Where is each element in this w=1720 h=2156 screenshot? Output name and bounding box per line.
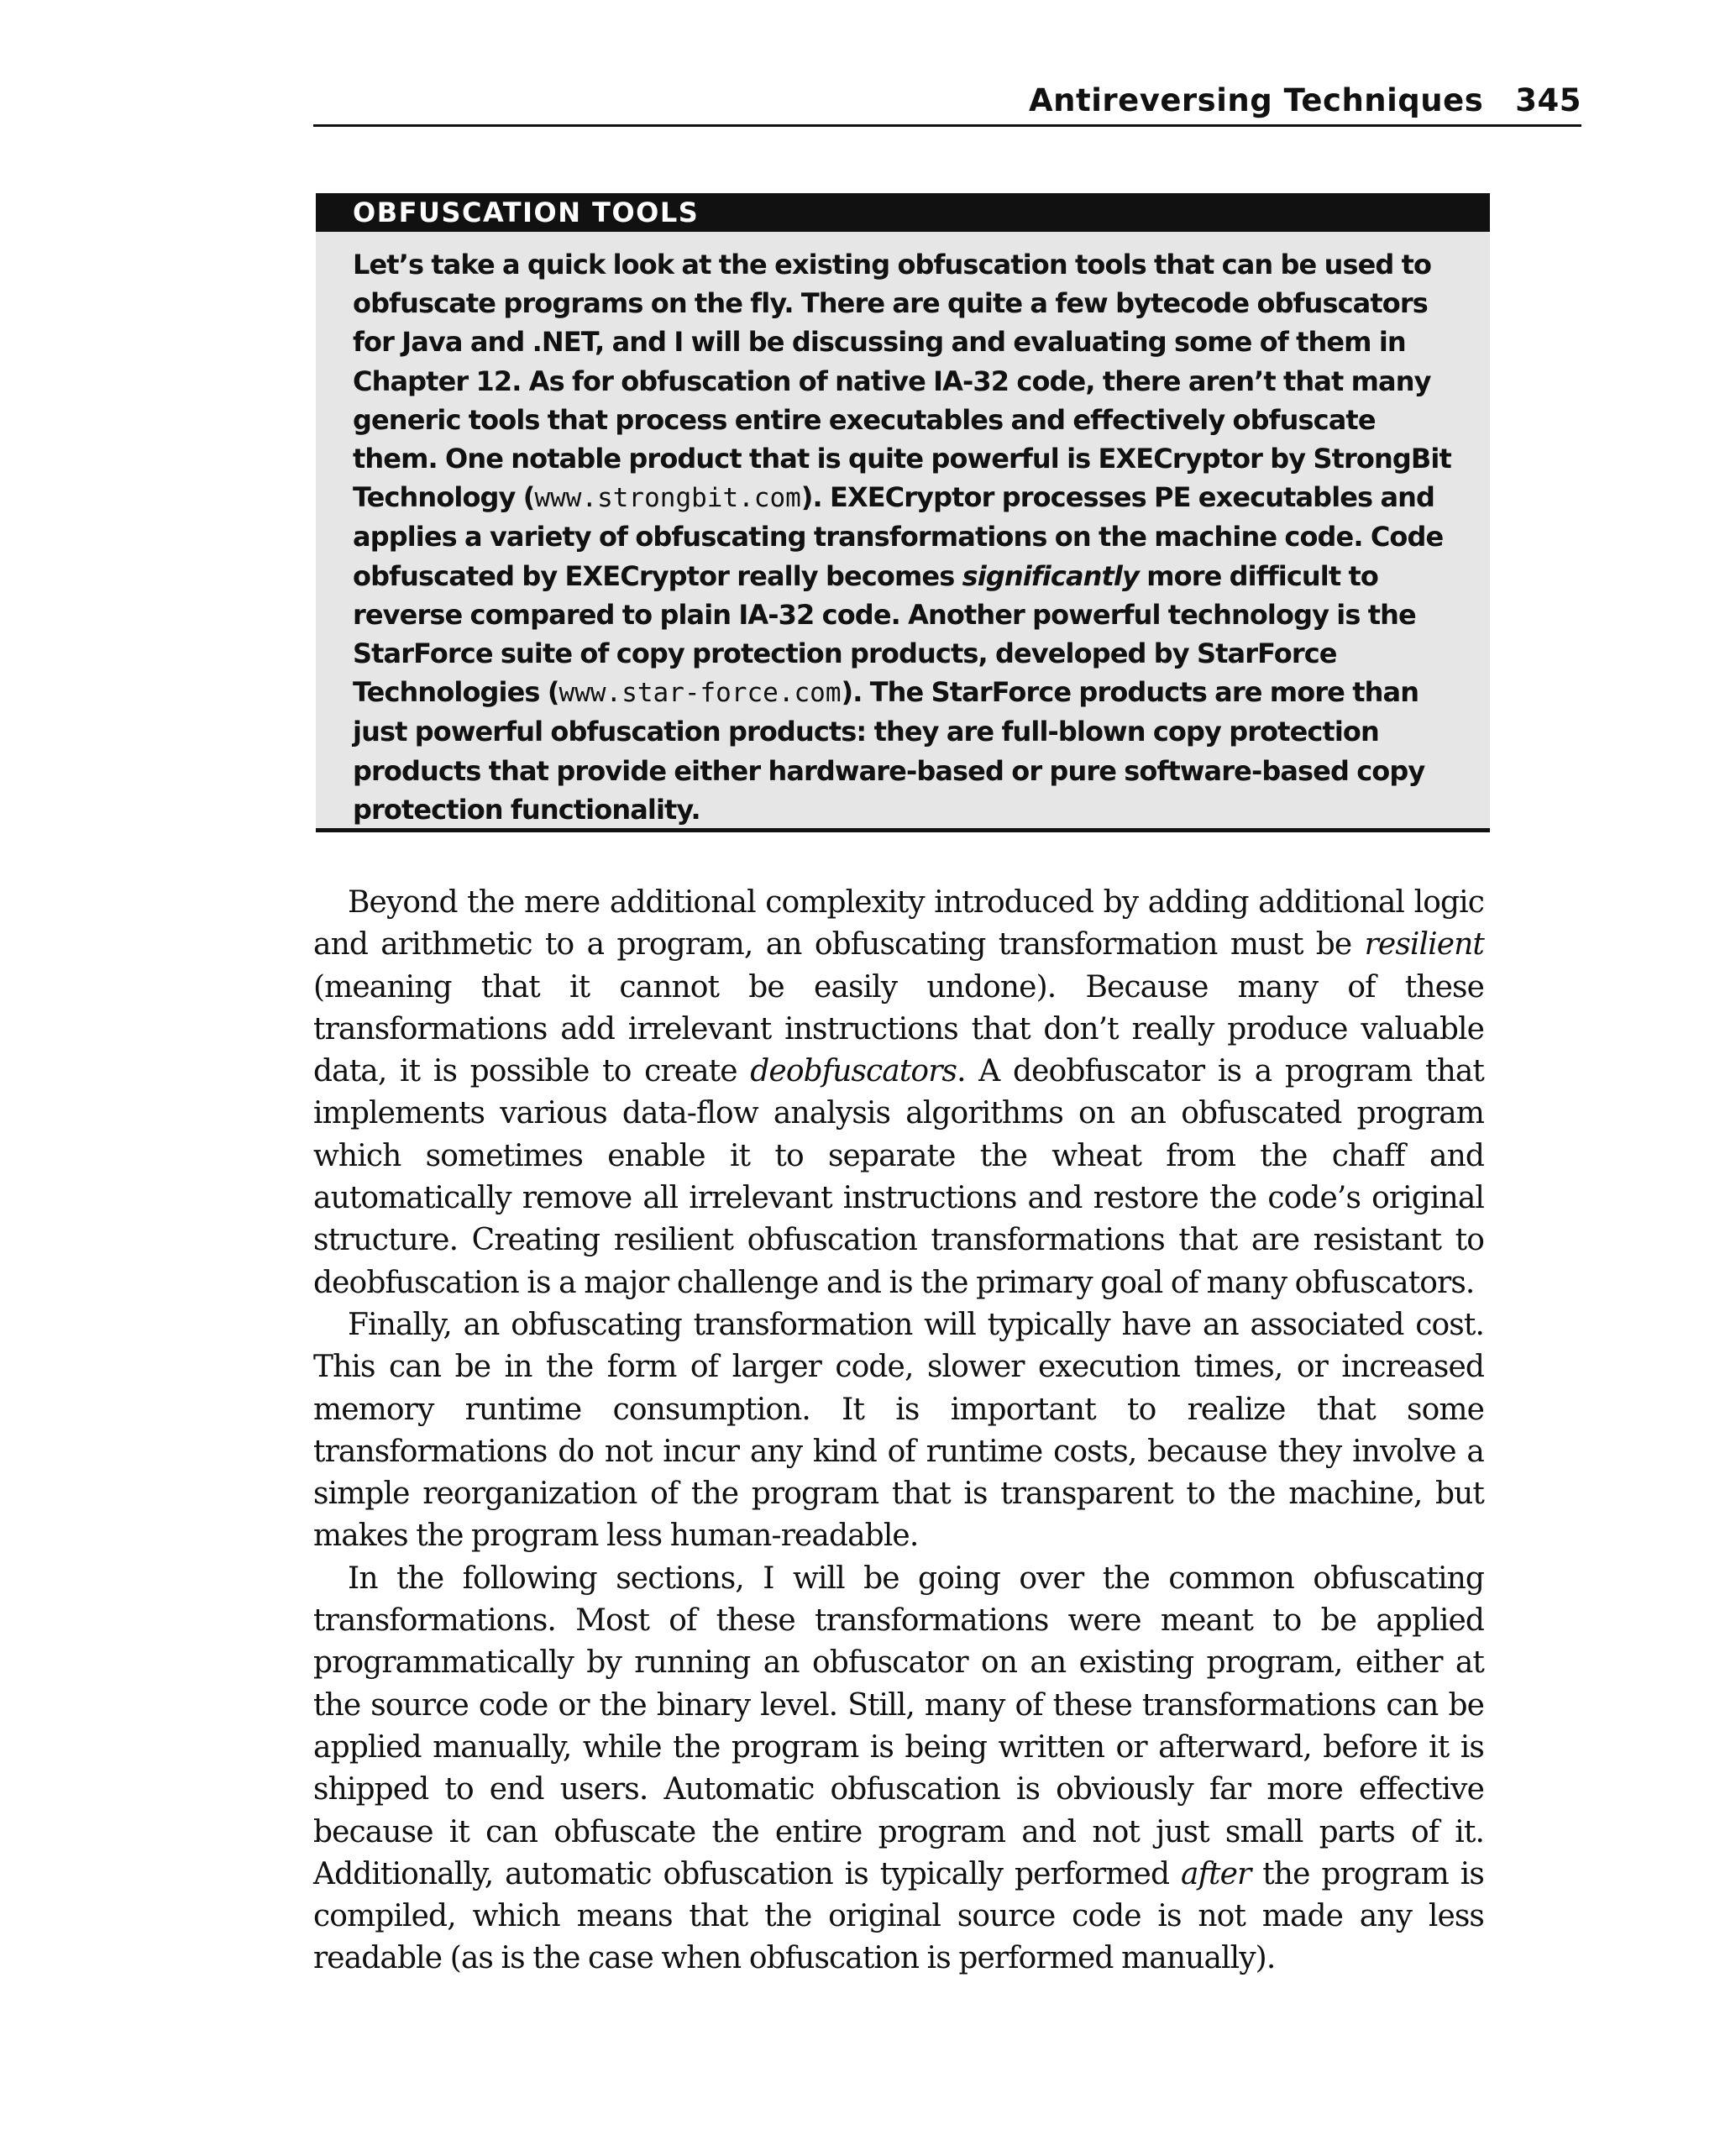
- sidebar-emphasis: significantly: [962, 559, 1139, 592]
- running-title: Antireversing Techniques: [1029, 82, 1484, 118]
- term-resilient: resilient: [1364, 927, 1484, 963]
- starforce-url: www.star-force.com: [558, 678, 842, 709]
- paragraph-cost: Finally, an obfuscating transformation will typically have an associated cost. This can be in the form of larger code, slower execution times, or increased memory runtime consumption. It is important to realize that some transformations do not incur any kind of runtime costs, because they involve a simple reorganization of the program that is transparent to the machine, but makes the program less human-readable.: [313, 1307, 1484, 1554]
- sidebar-text-3: more difficult to reverse compared to plain IA-32 code. Another powerful technology is the StarForce suite of copy protection products, developed by StarForce Technologies (: [353, 559, 1416, 709]
- p1-text-c: . A deobfuscator is a program that implements various data-flow analysis algorithms on an obfuscated program which sometimes enable it to separate the wheat from the chaff and automatically remove all irrelevant instructions and restore the code’s original structure. Creating resilient obfuscation transformations that are resistant to deobfuscation is a major challenge and is the primary goal of many obfuscators.: [313, 1054, 1484, 1300]
- p1-text-a: Beyond the mere additional complexity introduced by adding additional logic and arithmetic to a program, an obfuscating transformation must be: [313, 885, 1484, 963]
- sidebar-text-1: Let’s take a quick look at the existing obfuscation tools that can be used to obfuscate programs on the fly. There are quite a few bytecode obfuscators for Java and .NET, and I will be discussing and evaluating some of them in Chapter 12. As for obfuscation of native IA-32 code, there aren’t that many generic tools that process entire executables and effectively obfuscate them. One notable product that is quite powerful is EXECryptor by StrongBit Technology (: [353, 249, 1451, 514]
- p3-text-b: the program is compiled, which means that the original source code is not made any less readable (as is the case when obfuscation is performed manually).: [313, 1856, 1484, 1976]
- running-head: [313, 77, 1581, 127]
- sidebar-body: [316, 232, 1490, 829]
- term-deobfuscators: deobfuscators: [750, 1054, 957, 1089]
- strongbit-url: www.strongbit.com: [534, 483, 801, 514]
- obfuscation-tools-sidebar: [316, 193, 1490, 832]
- p3-text-a: In the following sections, I will be going over the common obfuscating transformations. Most of these transformations were meant to be applied programmatically by running an obfuscator on an existing program, either at the source code or the binary level. Still, many of these transformations can be applied manually, while the program is being written or afterward, before it is shipped to end users. Automatic obfuscation is obviously far more effective because it can obfuscate the entire program and not just small parts of it. Additionally, automatic obfuscation is typically performed: [313, 1561, 1484, 1891]
- sidebar-text-4: ). The StarForce products are more than just powerful obfuscation products: they are full-blown copy protection products that provide either hardware-based or pure software-based copy protection functionality.: [353, 676, 1425, 826]
- paragraph-following-sections: [313, 1558, 1484, 1980]
- term-after: after: [1181, 1856, 1251, 1891]
- main-text: [313, 882, 1484, 1980]
- sidebar-title: OBFUSCATION TOOLS: [316, 193, 1490, 232]
- p1-text-b: (meaning that it cannot be easily undone). Because many of these transformations add irrelevant instructions that don’t really produce valuable data, it is possible to create: [313, 969, 1484, 1089]
- sidebar-text-2: ). EXECryptor processes PE executables and applies a variety of obfuscating transformations on the machine code. Code obfuscated by EXECryptor really becomes: [353, 481, 1444, 592]
- page-number: 345: [1515, 82, 1581, 118]
- paragraph-resilience: [313, 882, 1484, 1304]
